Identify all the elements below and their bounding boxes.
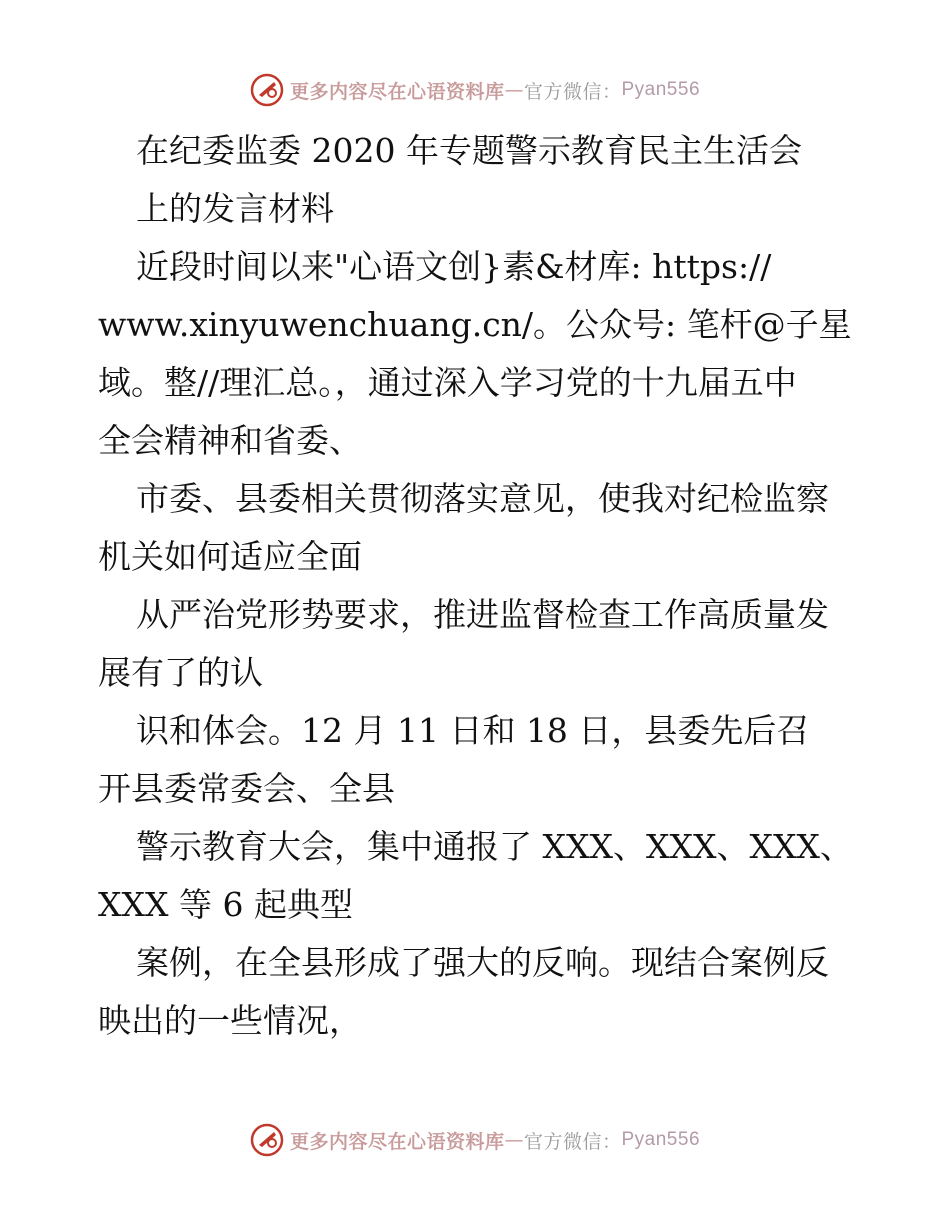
- banner-wechat-label: 官方微信：: [523, 80, 622, 103]
- paragraph-line: XXX 等 6 起典型: [98, 885, 353, 924]
- paragraph-line: www.xinyuwenchuang.cn/。公众号: 笔杆@子星: [98, 305, 852, 344]
- paragraph-line: 展有了的认: [98, 653, 263, 692]
- paragraph-line: 从严治党形势要求，推进监督检查工作高质量发: [136, 595, 829, 634]
- paragraph-line: 案例，在全县形成了强大的反响。现结合案例反: [136, 943, 829, 982]
- banner-wechat-label: 官方微信：: [523, 1130, 622, 1153]
- title-line-1: 在纪委监委 2020 年专题警示教育民主生活会: [136, 131, 802, 170]
- banner-text: 更多内容尽在心语资料库: [289, 1130, 505, 1153]
- paragraph-line: 开县委常委会、全县: [98, 769, 395, 808]
- paragraph-line: 域。整//理汇总。，通过深入学习党的十九届五中: [98, 363, 797, 402]
- logo-icon: [250, 73, 284, 107]
- banner-text: 更多内容尽在心语资料库: [289, 80, 505, 103]
- footer-watermark: [0, 1120, 950, 1160]
- header-watermark: [0, 70, 950, 110]
- paragraph-line: 全会精神和省委、: [98, 421, 362, 460]
- paragraph-line: 市委、县委相关贯彻落实意见，使我对纪检监察: [136, 479, 829, 518]
- paragraph-line: 识和体会。12 月 11 日和 18 日，县委先后召: [136, 711, 810, 750]
- title-line-2: 上的发言材料: [136, 189, 334, 228]
- paragraph-line: 近段时间以来"心语文创}素&材库: https://: [136, 247, 772, 286]
- paragraph-line: 警示教育大会，集中通报了 XXX、XXX、XXX、: [136, 827, 853, 866]
- logo-icon: [250, 1123, 284, 1157]
- paragraph-line: 映出的一些情况，: [98, 1001, 362, 1040]
- banner-wechat-id: Pyan556: [621, 1129, 701, 1150]
- paragraph-line: 机关如何适应全面: [98, 537, 362, 576]
- banner-wechat-id: Pyan556: [621, 79, 701, 100]
- banner-dash: —: [504, 1129, 524, 1151]
- banner-dash: —: [504, 79, 524, 101]
